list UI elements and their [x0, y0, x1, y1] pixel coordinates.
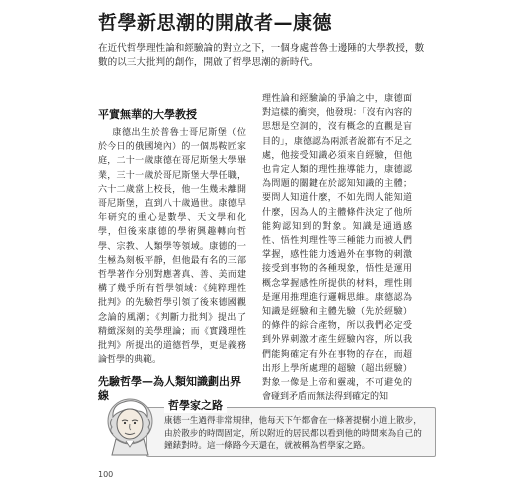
sidebar-philosophers-walk: [104, 395, 434, 457]
page-title: 哲學新思潮的開啟者—康德: [98, 12, 333, 34]
page-number: 100: [98, 470, 114, 479]
right-column: [262, 92, 412, 404]
sidebar-text: 康德一生過得非常規律，他每天下午都會在一條著提樹小道上散步，由於散步的時間固定，所以附近的居民都以看到他的時間來為自己的鐘錶對時。這一條路今天還在，就被稱為哲學家之路。: [164, 416, 422, 451]
right-column-body: 理性論和經驗論的爭論之中，康德面對這樣的衝突，他發現：「沒有內容的思想是空洞的，沒有概念的直觀是盲目的」，康德認為兩派者說都有不足之處，他接受知識必須來自經驗，但他也肯定人類的理性推導能力，康德認為問題的關鍵在於認知知識的主體；要問人知道什麼，不如先問人能知道什麼，因為人的主體條件決定了他所能夠認知到的對象。知識是通過感性、悟性判理性等三種能力而被人們掌握，感性能力透過外在事物的刺激接受到事物的各種現象，悟性是運用概念掌握感性所提供的材料，理性則是運用推理進行邏輯思維。康德認為知識是經驗和主體先驗（先於經驗）的條件的綜合產物，所以我們必定受到外界刺激才產生經驗內容，所以我們能夠確定有外在事物的存在，而超出形上學所處理的超驗（超出經驗）對象一像是上帝和靈魂，不可避免的會碰到矛盾而無法得到確定的知: [262, 94, 412, 403]
section-body-professor: 康德出生於普魯士哥尼斯堡（位於今日的俄國境內）的一個馬鞍匠家庭，二十一歲康德在哥尼斯堡大學畢業，三十一歲於哥尼斯堡大學任職，六十二歲當上校長，他一生幾未離開哥尼斯堡，直到八十歲過世。康德早年研究的重心是數學、天文學和化學，但後來康德的學術興趣轉向哲學、宗教、人類學等領域。康德的一生極為刻板平靜，但他最有名的三部哲學著作分別對應著真、善、美而建構了幾乎所有哲學領域：《純粹理性批判》的先驗哲學引領了後來德國觀念論的風潮；《判斷力批判》提出了精緻深刻的美學理論；而《實踐理性批判》所提出的道德哲學，更是義務論哲學的典範。: [98, 128, 246, 366]
section-heading-line: 先驗哲學—為人類知識劃出界: [98, 375, 241, 389]
sidebar-title: 哲學家之路: [164, 397, 227, 413]
kant-portrait-icon: [104, 395, 160, 457]
section-heading-line: 線: [98, 389, 109, 403]
section-heading-professor: 平實無華的大學教授: [98, 108, 197, 121]
kant-portrait-icon: [104, 395, 160, 457]
intro-paragraph: 在近代哲學理性論和經驗論的對立之下，一個身處普魯士邊陲的大學教授，數數的以三大批判的創作，開啟了哲學思潮的新時代。: [98, 43, 425, 68]
left-column: [98, 108, 246, 422]
